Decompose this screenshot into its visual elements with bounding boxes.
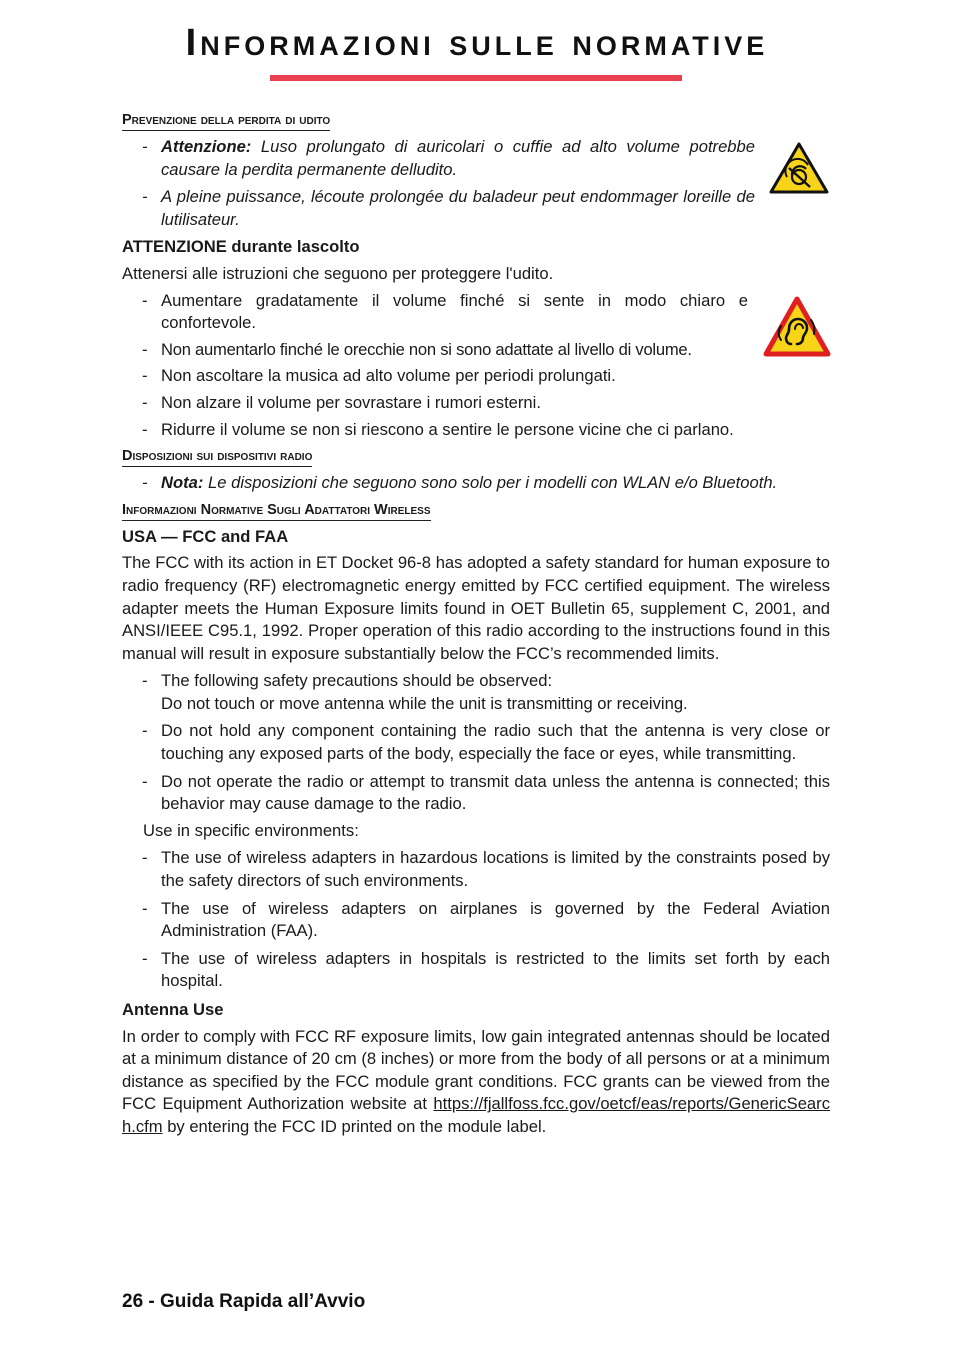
page-title: Informazioni sulle normative: [185, 22, 769, 64]
list-item: - The use of wireless adapters in hazardous locations is limited by the constraints posed by the safety directors of such environments.: [122, 847, 830, 892]
list-item: - A pleine puissance, lécoute prolongée du baladeur peut endommager loreille de lutilisateur.: [122, 186, 755, 231]
page-footer: 26 - Guida Rapida all’Avvio: [122, 1291, 366, 1312]
list-item: - Do not hold any component containing the radio such that the antenna is very close or touching any exposed parts of the body, especially the face or eyes, while transmitting.: [122, 720, 830, 765]
list-item: - The following safety precautions should be observed: Do not touch or move antenna while the unit is transmitting or receiving.: [122, 670, 830, 715]
list-item: - Do not operate the radio or attempt to transmit data unless the antenna is connected; this behavior may cause damage to the radio.: [122, 771, 830, 816]
list-item: - Aumentare gradatamente il volume finché si sente in modo chiaro e confortevole.: [122, 290, 748, 335]
environments-intro: Use in specific environments:: [143, 820, 359, 840]
listening-intro: Attenersi alle istruzioni che seguono per proteggere l'udito.: [122, 263, 554, 283]
fcc-heading: USA — FCC and FAA: [122, 526, 289, 546]
listening-list: [122, 290, 830, 442]
list-item: - Nota: Le disposizioni che seguono sono solo per i modelli con WLAN e/o Bluetooth.: [122, 472, 830, 495]
document-body: [122, 108, 830, 1139]
precautions-list: [122, 670, 830, 816]
fcc-paragraph: The FCC with its action in ET Docket 96-8 has adopted a safety standard for human exposure to radio frequency (RF) electromagnetic energy emitted by FCC certified equipment. The wireless adapter meets the Human Exposure limits found in OET Bulletin 65, supplement C, 2001, and ANSI/IEEE C95.1, 1992. Proper operation of this radio according to the instructions found in this manual will result in exposure substantially below the FCC’s recommended limits.: [122, 553, 830, 663]
environments-list: [122, 847, 830, 993]
listening-heading: ATTENZIONE durante lascolto: [122, 237, 360, 257]
radio-note-list: [122, 472, 830, 495]
section-heading-radio: Disposizioni sui dispositivi radio: [122, 447, 312, 467]
fcc-search-link[interactable]: https://fjallfoss.fcc.gov/oetcf/eas/reports/GenericSearch.cfm: [122, 1094, 830, 1136]
list-item: - Non ascoltare la musica ad alto volume per periodi prolungati.: [122, 365, 830, 388]
list-item: - The use of wireless adapters on airplanes is governed by the Federal Aviation Administration (FAA).: [122, 898, 830, 943]
list-item: - Attenzione: Luso prolungato di auricolari o cuffie ad alto volume potrebbe causare la perdita permanente delludito.: [122, 136, 755, 181]
list-item: - Non aumentarlo finché le orecchie non si sono adattate al livello di volume.: [122, 339, 830, 362]
antenna-heading: Antenna Use: [122, 1000, 224, 1019]
title-underline: [270, 75, 682, 81]
antenna-paragraph: In order to comply with FCC RF exposure limits, low gain integrated antennas should be located at a minimum distance of 20 cm (8 inches) or more from the body of all persons or at a minimum distance as specified by the FCC module grant conditions. FCC grants can be viewed from the FCC Equipment Authorization website at https://fjallfoss.fcc.gov/oetcf/eas/reports/GenericSearch.cfm by entering the FCC ID printed on the module label.: [122, 1026, 830, 1136]
list-item: - Non alzare il volume per sovrastare i rumori esterni.: [122, 392, 830, 415]
hearing-warning-list: [122, 136, 755, 231]
section-heading-hearing: Prevenzione della perdita di udito: [122, 111, 330, 131]
list-item: - Ridurre il volume se non si riescono a sentire le persone vicine che ci parlano.: [122, 419, 830, 442]
section-heading-wireless: Informazioni Normative Sugli Adattatori Wireless: [122, 501, 431, 521]
list-item: - The use of wireless adapters in hospitals is restricted to the limits set forth by each hospital.: [122, 948, 830, 993]
